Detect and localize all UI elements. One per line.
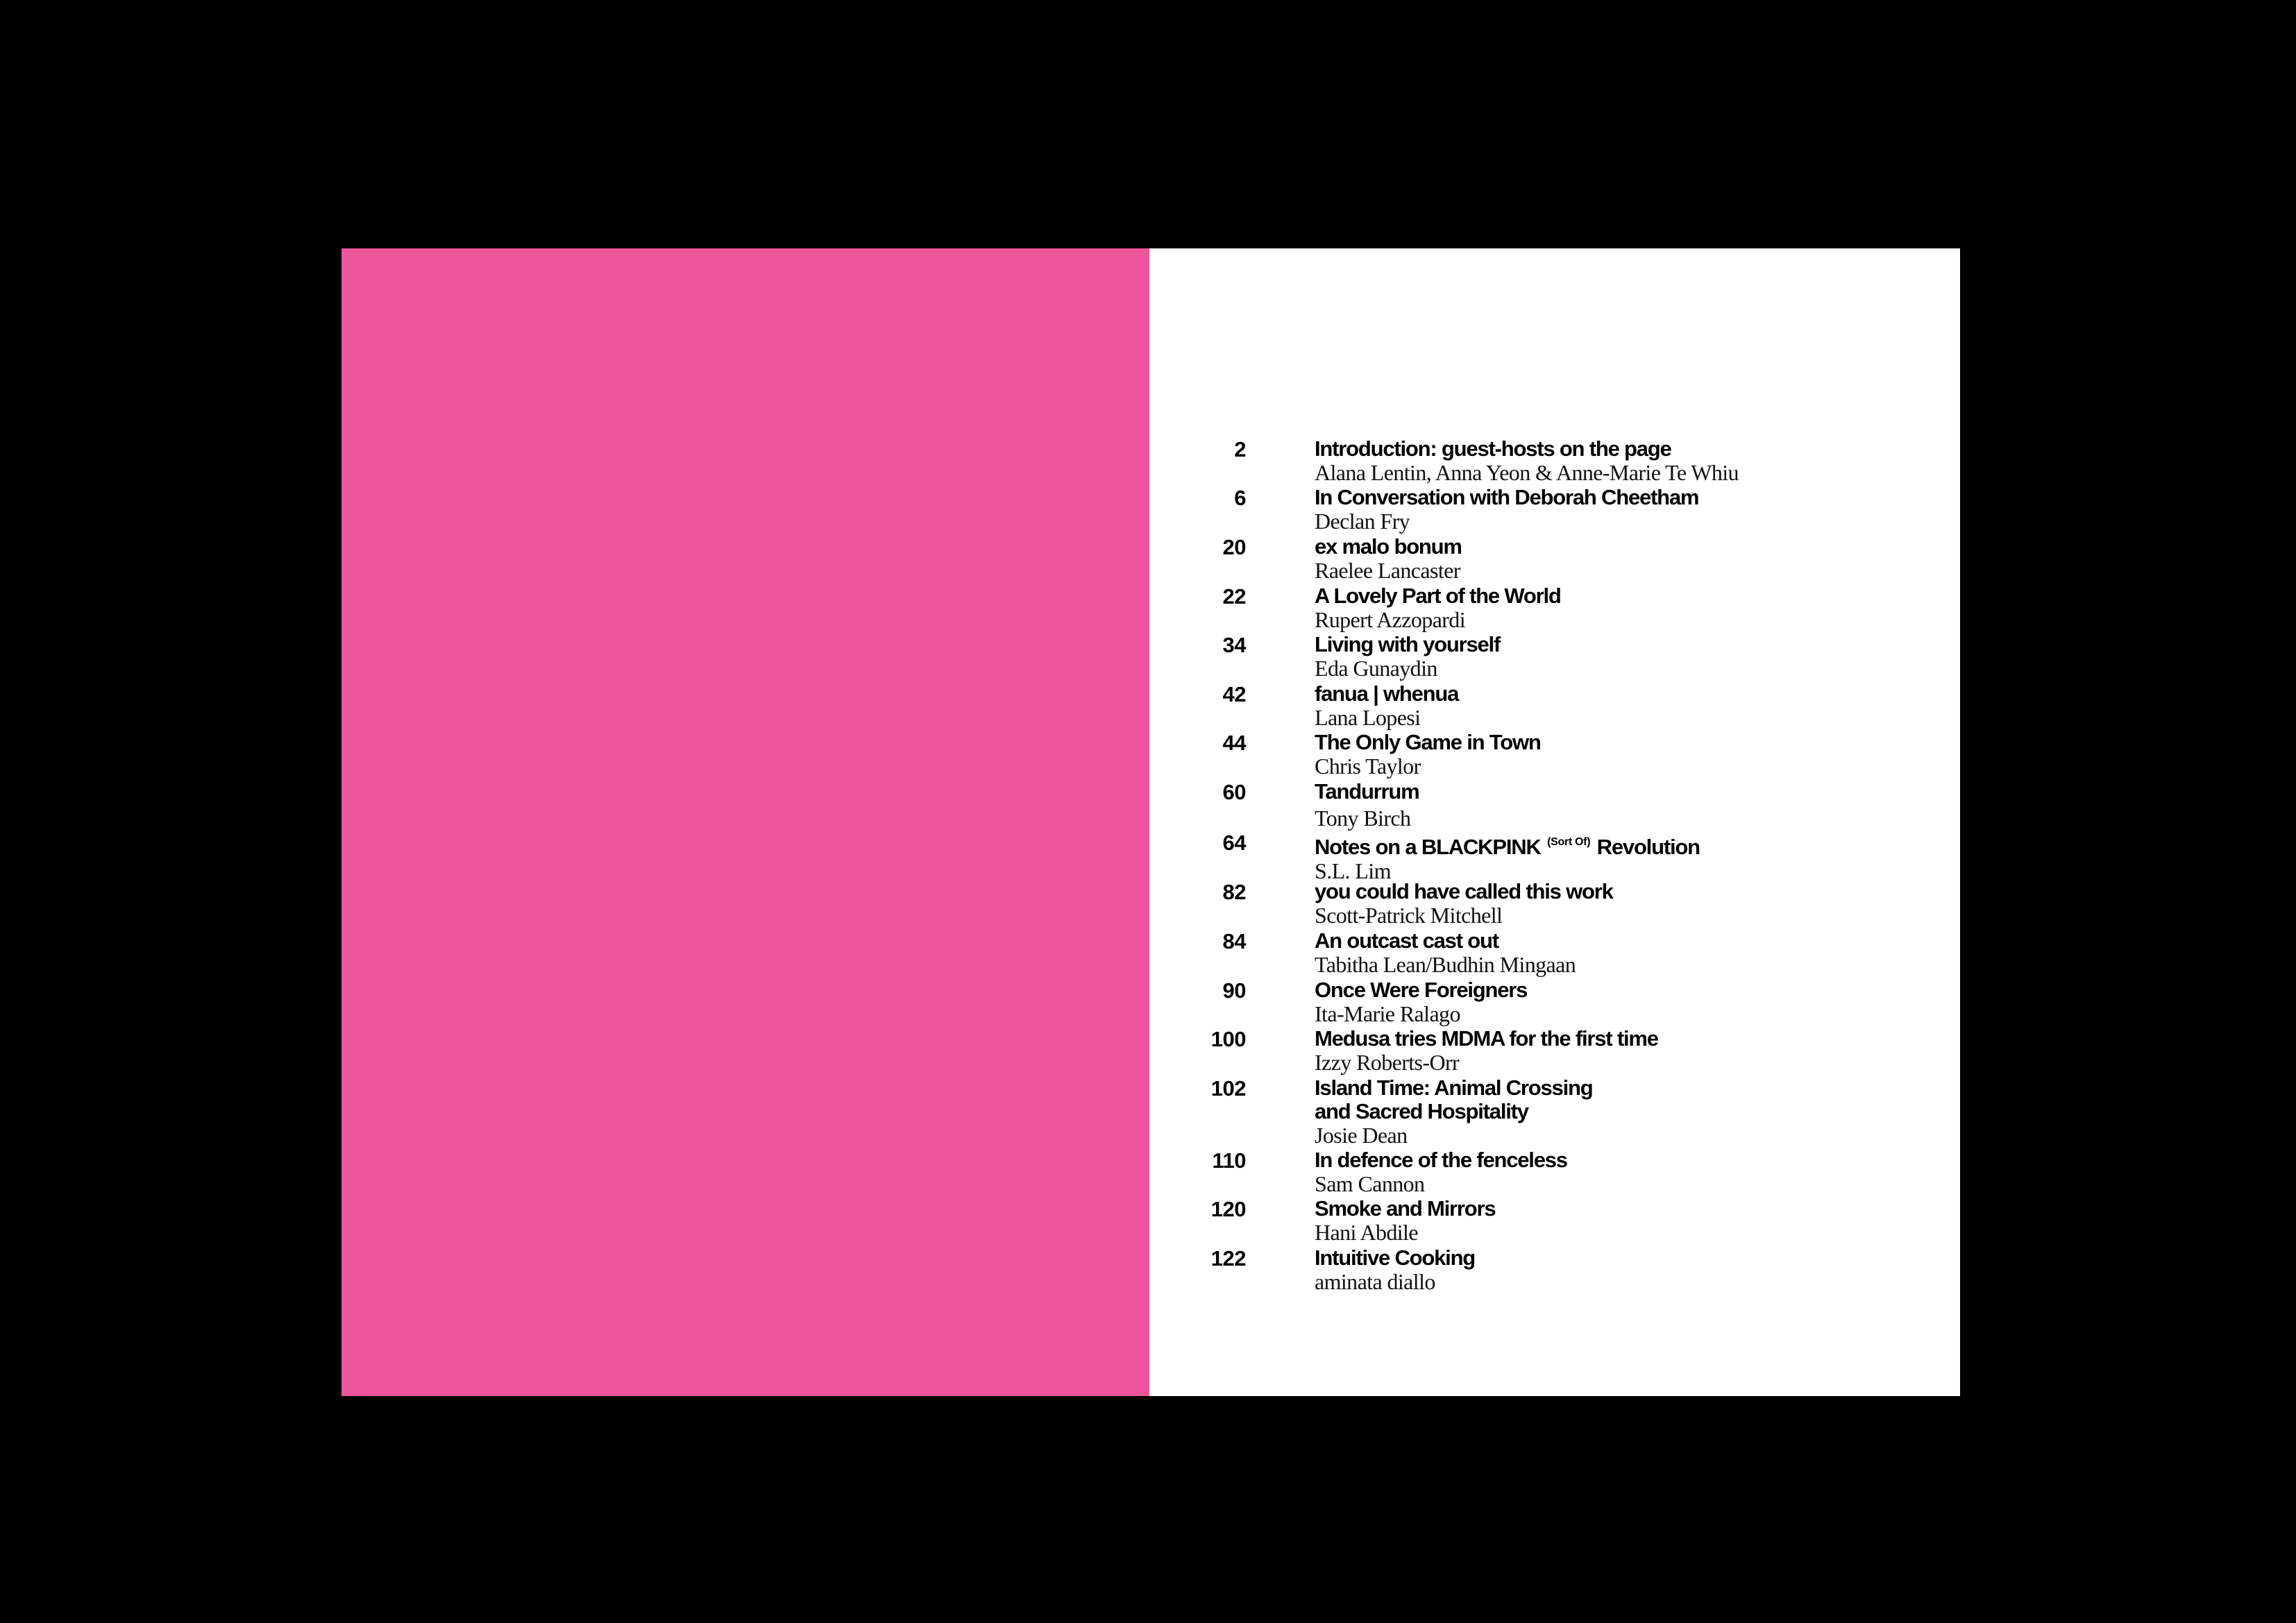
toc-author: Scott-Patrick Mitchell xyxy=(1315,903,1503,928)
toc-page-number: 82 xyxy=(1222,880,1246,904)
toc-title: Intuitive Cooking xyxy=(1315,1246,1476,1270)
toc-page-number: 90 xyxy=(1222,978,1246,1003)
toc-title: fanua | whenua xyxy=(1315,681,1459,706)
table-of-contents xyxy=(1149,248,1960,1396)
toc-page-number: 22 xyxy=(1222,584,1246,609)
toc-author: Tony Birch xyxy=(1315,806,1411,831)
toc-title: Tandurrum xyxy=(1315,779,1419,804)
toc-title: you could have called this work xyxy=(1315,879,1613,903)
toc-title: An outcast cast out xyxy=(1315,928,1499,953)
toc-author: Rupert Azzopardi xyxy=(1315,607,1465,632)
toc-page-number: 84 xyxy=(1222,929,1246,953)
toc-author: Josie Dean xyxy=(1315,1123,1408,1148)
left-page-pink xyxy=(341,248,1149,1396)
toc-title: Living with yourself xyxy=(1315,632,1501,656)
toc-author: Declan Fry xyxy=(1315,509,1410,534)
toc-title: In Conversation with Deborah Cheetham xyxy=(1315,485,1699,509)
toc-page-number: 122 xyxy=(1210,1246,1246,1271)
toc-title: The Only Game in Town xyxy=(1315,730,1541,754)
toc-page-number: 44 xyxy=(1222,731,1246,755)
toc-author: Alana Lentin, Anna Yeon & Anne-Marie Te Whiu xyxy=(1315,460,1739,485)
toc-page-number: 102 xyxy=(1210,1076,1246,1101)
toc-author: aminata diallo xyxy=(1315,1269,1435,1294)
toc-author: Hani Abdile xyxy=(1315,1220,1418,1245)
toc-page-number: 34 xyxy=(1222,633,1246,657)
toc-page-number: 120 xyxy=(1210,1197,1246,1221)
toc-page-number: 100 xyxy=(1210,1027,1246,1051)
toc-author: Chris Taylor xyxy=(1315,754,1421,779)
toc-title-part: Revolution xyxy=(1596,835,1700,859)
toc-author: Tabitha Lean/Budhin Mingaan xyxy=(1315,952,1576,977)
toc-author: Sam Cannon xyxy=(1315,1171,1425,1196)
toc-author: Izzy Roberts-Orr xyxy=(1315,1050,1460,1075)
toc-title: Island Time: Animal Crossing xyxy=(1315,1076,1593,1100)
toc-title-superscript: (Sort Of) xyxy=(1547,836,1591,848)
toc-title: Smoke and Mirrors xyxy=(1315,1196,1496,1221)
toc-page-number: 20 xyxy=(1222,535,1246,559)
toc-title: Once Were Foreigners xyxy=(1315,978,1528,1002)
toc-title: ex malo bonum xyxy=(1315,534,1462,559)
right-page-contents xyxy=(1149,248,1960,1396)
toc-author: Ita-Marie Ralago xyxy=(1315,1001,1460,1026)
toc-page-number: 42 xyxy=(1222,682,1246,706)
toc-title: Medusa tries MDMA for the first time xyxy=(1315,1026,1658,1051)
toc-page-number: 6 xyxy=(1234,486,1246,510)
toc-page-number: 64 xyxy=(1222,831,1246,855)
toc-author: Raelee Lancaster xyxy=(1315,558,1460,583)
toc-author: S.L. Lim xyxy=(1315,858,1391,883)
toc-author: Lana Lopesi xyxy=(1315,705,1421,730)
toc-title: A Lovely Part of the World xyxy=(1315,584,1561,608)
toc-title-part: Notes on a BLACKPINK xyxy=(1315,835,1541,859)
toc-title: and Sacred Hospitality xyxy=(1315,1099,1528,1123)
toc-title: Introduction: guest-hosts on the page xyxy=(1315,436,1671,461)
magazine-spread xyxy=(341,248,1960,1396)
toc-page-number: 110 xyxy=(1212,1148,1246,1173)
toc-title: In defence of the fenceless xyxy=(1315,1148,1567,1172)
toc-title xyxy=(1315,831,1939,859)
toc-author: Eda Gunaydin xyxy=(1315,656,1437,681)
toc-page-number: 2 xyxy=(1234,437,1246,461)
toc-page-number: 60 xyxy=(1222,780,1246,804)
